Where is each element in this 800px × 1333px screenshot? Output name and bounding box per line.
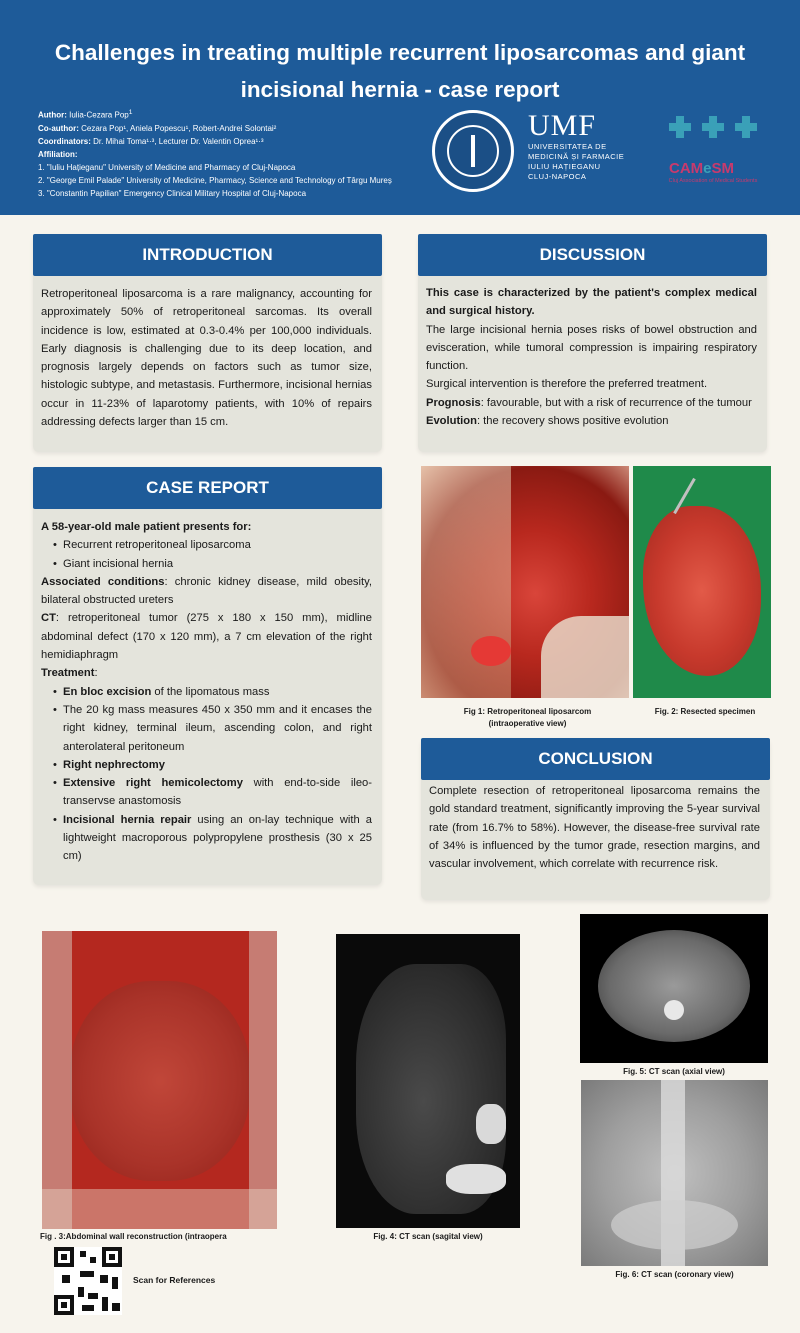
author-sup: 1 bbox=[128, 109, 133, 116]
conclusion-section bbox=[421, 738, 770, 900]
medical-cross-icon bbox=[702, 116, 724, 138]
camesm-subtitle: Cluj Association of Medical Students bbox=[668, 178, 758, 184]
resected-specimen-photo bbox=[633, 466, 771, 698]
case-intro: A 58-year-old male patient presents for: bbox=[41, 521, 252, 533]
umf-logo-line: UNIVERSITATEA DE bbox=[528, 142, 607, 151]
umf-logo-line: IULIU HAȚIEGANU bbox=[528, 162, 601, 171]
list-item: • En bloc excision of the lipomatous mass bbox=[41, 683, 372, 701]
list-item: • Giant incisional hernia bbox=[41, 555, 372, 573]
conclusion-text: Complete resection of retroperitoneal liposarcoma remains the gold standard treatment, significantly improving the 5-year survival rate (from 16.7% to 58%). However, the disease-free survival rate of 34% is influenced by the tumor grade, resection margins, and vascular involvement, which correlate with recurrence risk. bbox=[429, 785, 760, 871]
introduction-section bbox=[33, 234, 382, 452]
umf-logo-line: CLUJ-NAPOCA bbox=[528, 172, 587, 181]
list-item: • The 20 kg mass measures 450 x 350 mm and it encases the right kidney, terminal ileum, ascending colon, and right anterolateral peritoneum bbox=[41, 701, 372, 756]
author-line bbox=[38, 106, 392, 122]
umf-logo bbox=[528, 110, 624, 182]
prognosis: Prognosis: favourable, but with a risk of recurrence of the tumour bbox=[426, 396, 752, 409]
treatment-label: Treatment: bbox=[41, 667, 98, 680]
affiliation-item: 2. "George Emil Palade" University of Medicine, Pharmacy, Science and Technology of Târgu Mureș bbox=[38, 175, 392, 185]
umf-logo-line: MEDICINĂ ȘI FARMACIE bbox=[528, 152, 625, 161]
coordinators-label: Coordinators: bbox=[38, 136, 91, 146]
fig3-caption: Fig . 3:Abdominal wall reconstruction (intraopera bbox=[40, 1232, 227, 1241]
associated-conditions: Associated conditions: chronic kidney disease, mild obesity, bilateral obstructed ureters bbox=[41, 575, 372, 607]
umf-logo-text: UMF bbox=[528, 109, 597, 142]
coauthor-label: Co-author: bbox=[38, 123, 79, 133]
list-item: • Extensive right hemicolectomy with end-to-side ileo-transervse anastomosis bbox=[41, 774, 372, 811]
case-report-heading: CASE REPORT bbox=[33, 467, 382, 509]
camesm-wordmark: CAMeSM bbox=[669, 160, 735, 177]
case-report-section bbox=[33, 467, 382, 885]
camesm-logo bbox=[657, 116, 769, 188]
discussion-section bbox=[418, 234, 767, 452]
poster-title bbox=[20, 34, 780, 108]
introduction-text: Retroperitoneal liposarcoma is a rare malignancy, accounting for approximately 50% of retroperitoneal sarcomas. Its overall incidence is low, estimated at 0.3-0.4% per 100,000 individuals. Early diagnosis is challenging due to its deep location, and prognosis largely depends on factors such as tumor size, histologic subtype, and metastasis. Furthermore, incisional hernias occur in 11-23% of laparotomy patients, with 10% of repairs addressing defects larger than 15 cm. bbox=[41, 288, 372, 429]
coordinators-line bbox=[38, 135, 392, 148]
ct-sagittal-scan bbox=[336, 934, 520, 1228]
discussion-heading: DISCUSSION bbox=[418, 234, 767, 276]
introduction-heading: INTRODUCTION bbox=[33, 234, 382, 276]
treatment-list bbox=[41, 683, 372, 866]
affiliation-item: 1. "Iuliu Hațieganu" University of Medicine and Pharmacy of Cluj-Napoca bbox=[38, 162, 296, 172]
evolution: Evolution: the recovery shows positive evolution bbox=[426, 415, 669, 428]
fig5-caption: Fig. 5: CT scan (axial view) bbox=[623, 1067, 725, 1076]
affiliation-label: Affiliation: bbox=[38, 149, 78, 159]
author-label: Author: bbox=[38, 110, 67, 120]
medical-cross-icon bbox=[669, 116, 691, 138]
case-report-body bbox=[41, 518, 372, 866]
title-line-1: Challenges in treating multiple recurrent liposarcomas and giant bbox=[54, 40, 746, 65]
presents-list bbox=[41, 536, 372, 573]
ct-axial-scan bbox=[580, 914, 768, 1063]
abdominal-wall-photo bbox=[42, 931, 277, 1229]
ct-coronal-scan bbox=[581, 1080, 768, 1266]
ct-findings: CT: retroperitoneal tumor (275 x 180 x 150 mm), midline abdominal defect (170 x 120 mm), a 7 cm elevation of the right hemidiaphragm bbox=[41, 612, 372, 662]
fig4-caption: Fig. 4: CT scan (sagital view) bbox=[373, 1232, 483, 1241]
discussion-lead: This case is characterized by the patient's complex medical and surgical history. bbox=[426, 287, 757, 318]
list-item: • Recurrent retroperitoneal liposarcoma bbox=[41, 536, 372, 554]
coordinators-names: Dr. Mihai Toma¹·³, Lecturer Dr. Valentin Oprea¹·³ bbox=[93, 136, 264, 146]
affiliation-item: 3. "Constantin Papilian" Emergency Clinical Military Hospital of Cluj-Napoca bbox=[38, 188, 307, 198]
university-seal-logo bbox=[432, 110, 514, 192]
discussion-paragraph: Surgical intervention is therefore the preferred treatment. bbox=[426, 378, 708, 391]
title-line-2: incisional hernia - case report bbox=[240, 77, 560, 102]
author-name: Iulia-Cezara Pop bbox=[69, 110, 129, 120]
conclusion-heading: CONCLUSION bbox=[421, 738, 770, 780]
coauthor-names: Cezara Pop¹, Aniela Popescu¹, Robert-Andrei Solontai² bbox=[81, 123, 277, 133]
poster-header bbox=[0, 0, 800, 215]
qr-label: Scan for References bbox=[133, 1275, 216, 1285]
medical-cross-icon bbox=[735, 116, 757, 138]
list-item: • Incisional hernia repair using an on-lay technique with a lightweight macroporous polypropylene prosthesis (30 x 25 cm) bbox=[41, 811, 372, 866]
author-block bbox=[38, 106, 392, 200]
discussion-paragraph: The large incisional hernia poses risks of bowel obstruction and evisceration, while tumoral compression is impairing respiratory function. bbox=[426, 323, 757, 373]
fig6-caption: Fig. 6: CT scan (coronary view) bbox=[615, 1270, 734, 1279]
fig1-caption: Fig 1: Retroperitoneal liposarcom (intraoperative view) bbox=[463, 707, 592, 728]
intraoperative-photo bbox=[421, 466, 629, 698]
discussion-body bbox=[426, 284, 757, 430]
coauthor-line bbox=[38, 122, 392, 135]
list-item: • Right nephrectomy bbox=[41, 756, 372, 774]
fig2-caption: Fig. 2: Resected specimen bbox=[654, 707, 756, 716]
references-qr-code[interactable] bbox=[54, 1247, 122, 1315]
